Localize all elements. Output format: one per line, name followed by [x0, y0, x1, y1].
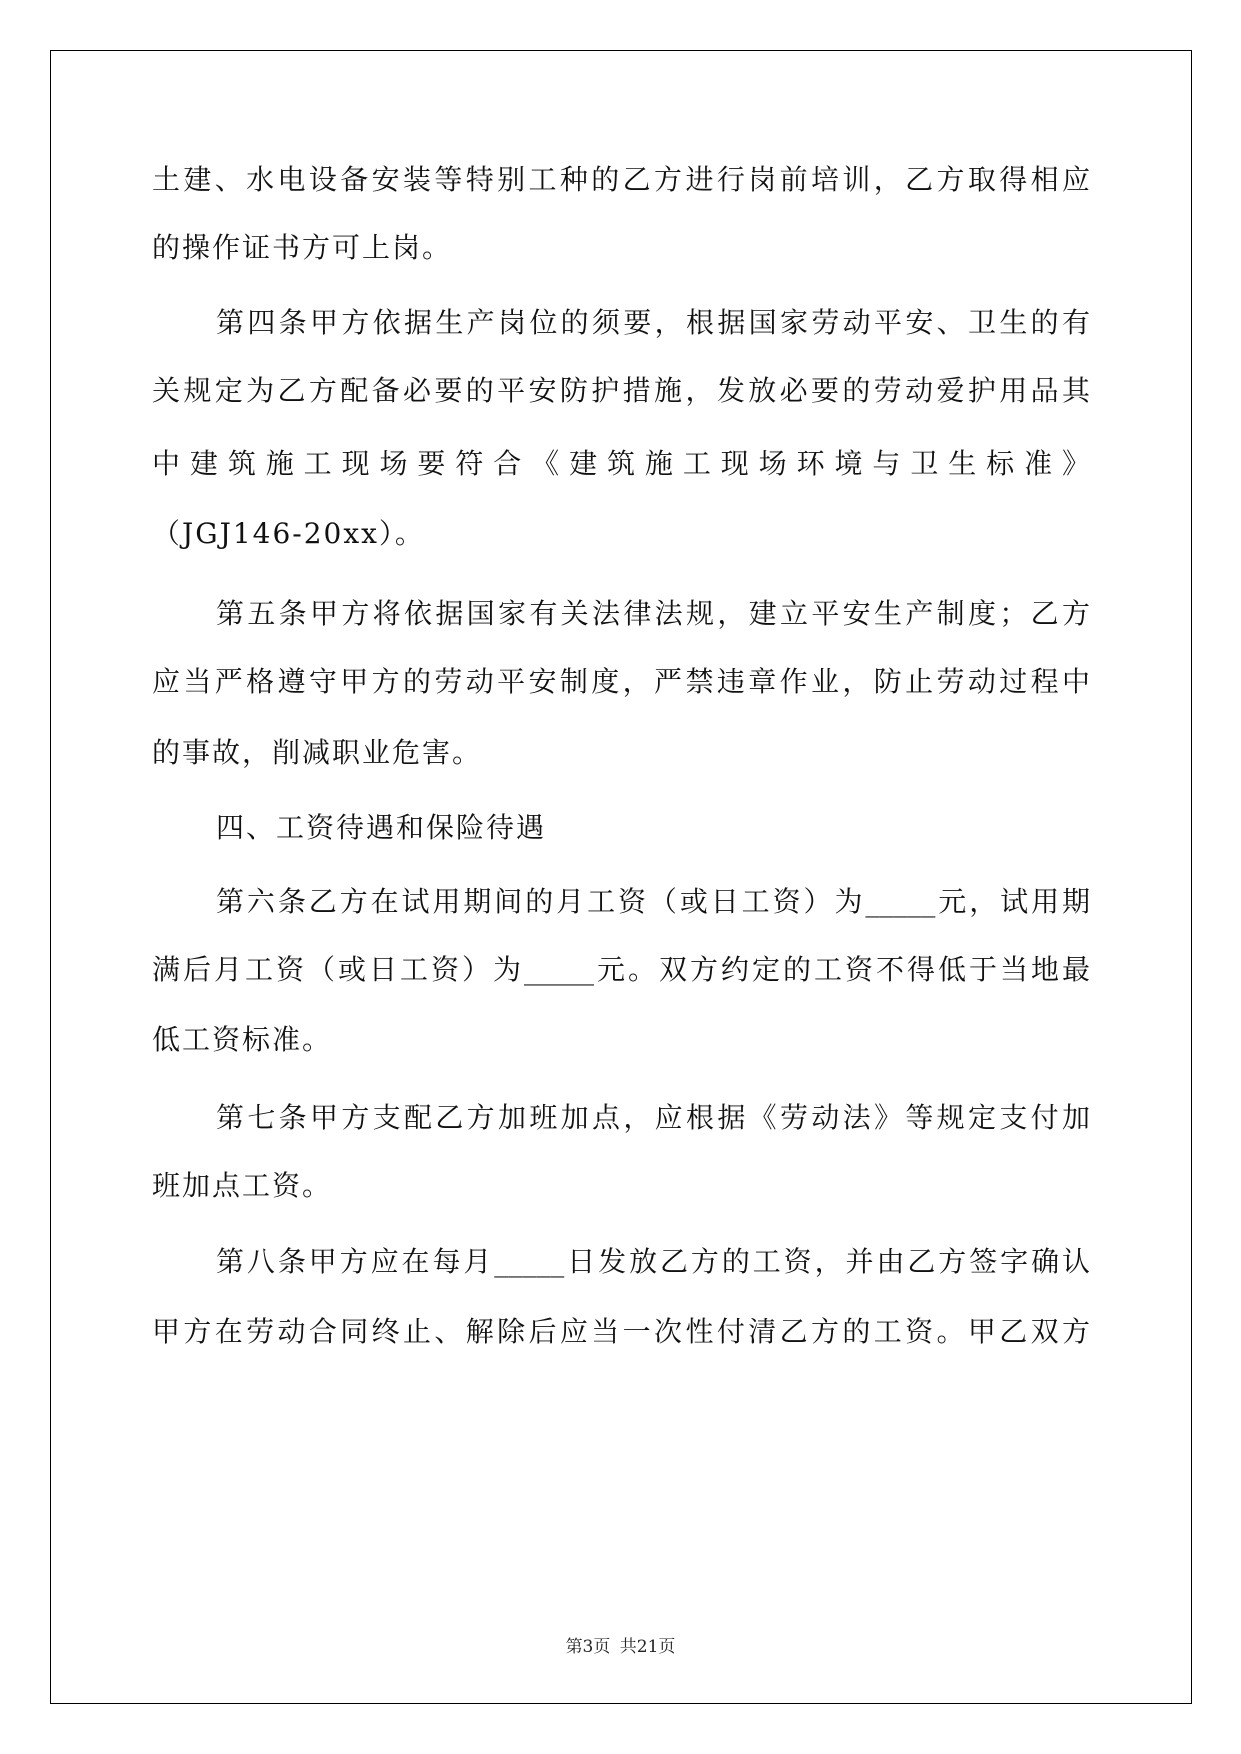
text-line: 第八条甲方应在每月_____日发放乙方的工资，并由乙方签字确认	[216, 1245, 1090, 1278]
text-line: 班加点工资。	[152, 1169, 333, 1202]
text-line: 第六条乙方在试用期间的月工资（或日工资）为_____元，试用期	[216, 885, 1090, 918]
page-footer	[0, 1632, 1241, 1657]
text-line: 满后月工资（或日工资）为_____元。双方约定的工资不得低于当地最	[152, 953, 1090, 986]
text-line: （JGJ146-20xx）。	[152, 517, 425, 550]
page-total: 共21页	[619, 1637, 676, 1657]
text-line: 第五条甲方将依据国家有关法律法规，建立平安生产制度；乙方	[216, 597, 1090, 630]
text-line: 第七条甲方支配乙方加班加点，应根据《劳动法》等规定支付加	[216, 1101, 1090, 1134]
text-line: 关规定为乙方配备必要的平安防护措施，发放必要的劳动爱护用品其	[152, 374, 1090, 407]
section-heading: 四、工资待遇和保险待遇	[216, 811, 547, 844]
text-line: 甲方在劳动合同终止、解除后应当一次性付清乙方的工资。甲乙双方	[152, 1315, 1090, 1348]
text-line: 的事故，削减职业危害。	[152, 736, 483, 769]
text-line: 第四条甲方依据生产岗位的须要，根据国家劳动平安、卫生的有	[216, 306, 1090, 339]
text-line: 土建、水电设备安装等特别工种的乙方进行岗前培训，乙方取得相应	[152, 163, 1090, 196]
page-border	[50, 50, 1192, 1704]
text-line: 中建筑施工现场要符合《建筑施工现场环境与卫生标准》	[152, 447, 1090, 480]
text-line: 低工资标准。	[152, 1023, 333, 1056]
text-line: 应当严格遵守甲方的劳动平安制度，严禁违章作业，防止劳动过程中	[152, 665, 1090, 698]
text-line: 的操作证书方可上岗。	[152, 231, 453, 264]
page-number: 第3页	[565, 1637, 611, 1657]
